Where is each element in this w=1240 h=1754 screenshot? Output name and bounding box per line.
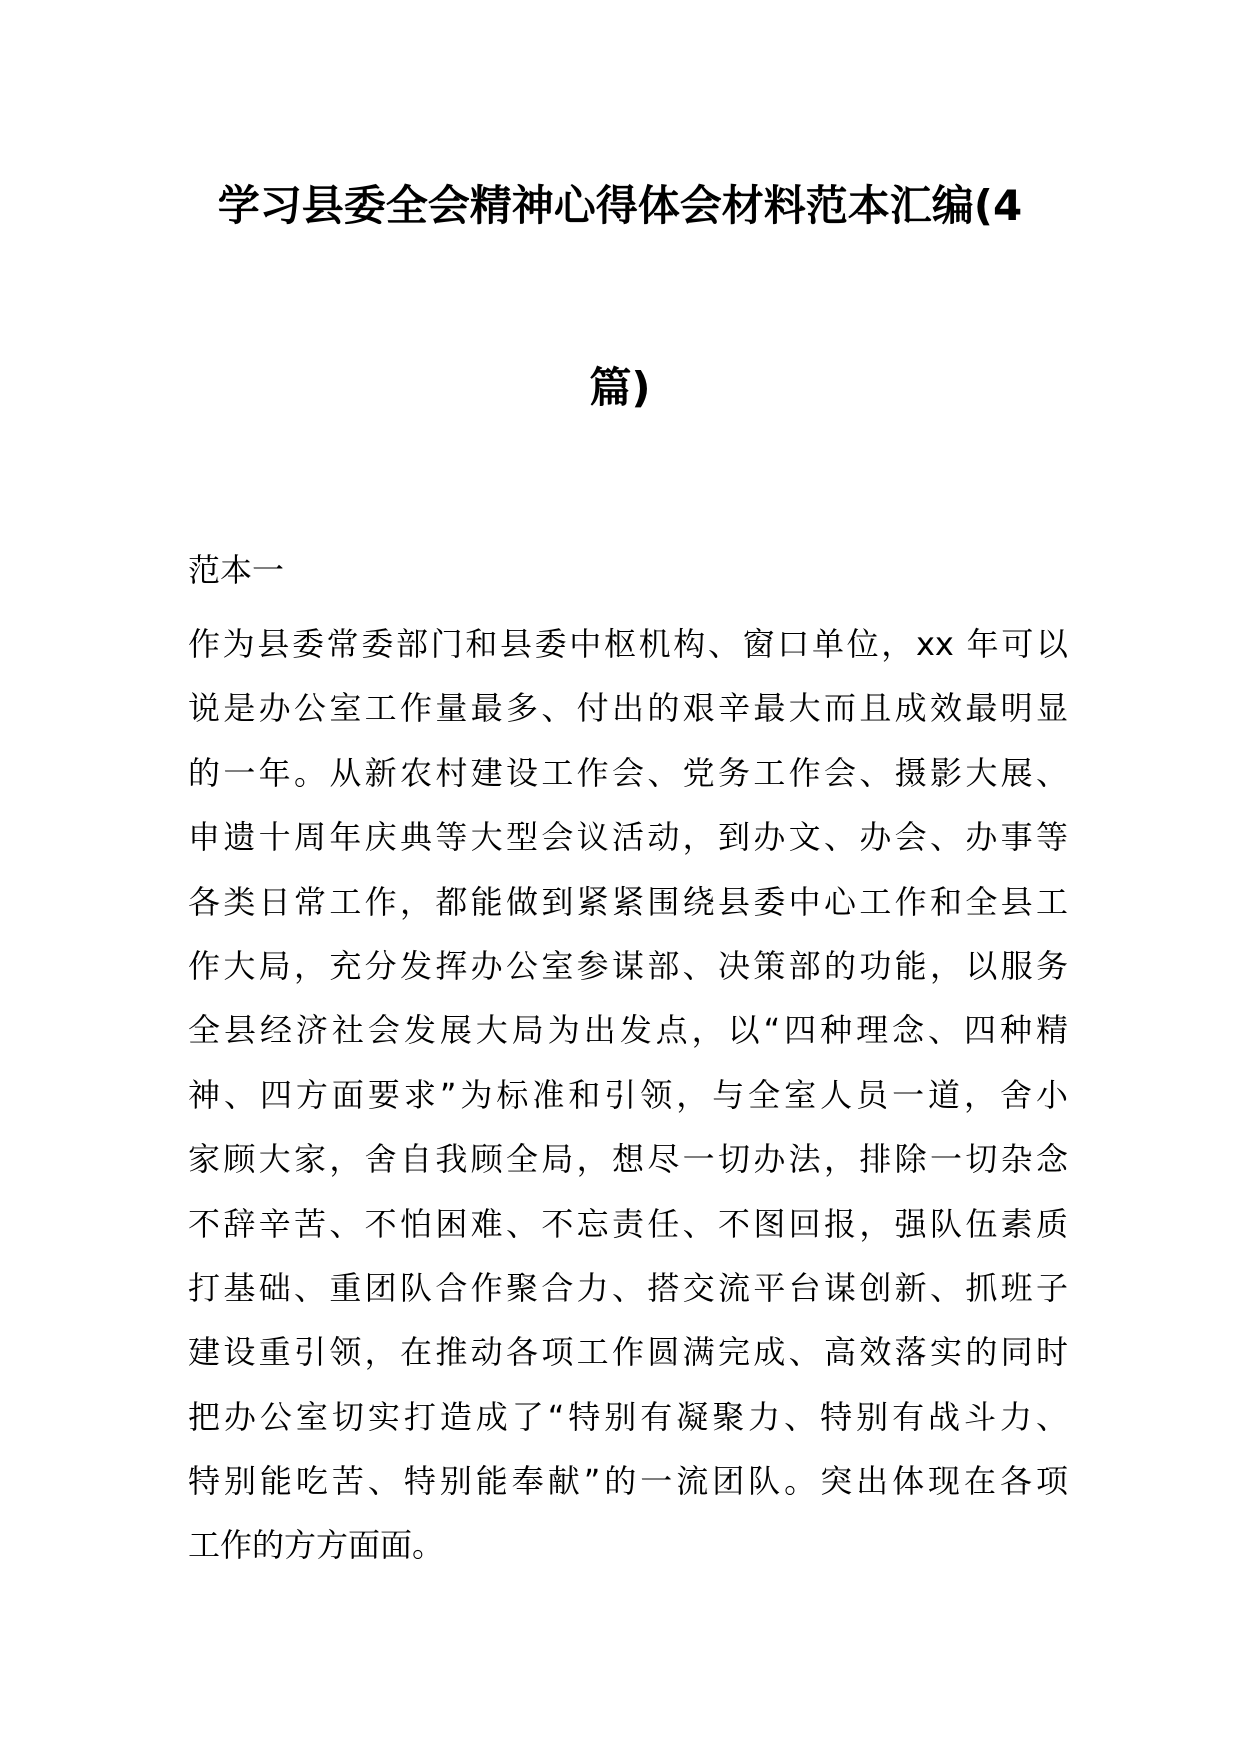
body-line: 申遗十周年庆典等大型会议活动，到办文、办会、办事等 [188, 818, 1068, 857]
body-line: 作为县委常委部门和县委中枢机构、窗口单位，xx 年可以 [188, 625, 1068, 663]
document-title-line-2: 篇) [589, 363, 651, 412]
body-line: 不辞辛苦、不怕困难、不忘责任、不图回报，强队伍素质 [188, 1204, 1068, 1243]
body-line: 打基础、重团队合作聚合力、搭交流平台谋创新、抓班子 [188, 1268, 1068, 1307]
body-line: 神、四方面要求”为标准和引领，与全室人员一道，舍小 [188, 1075, 1068, 1114]
body-line: 说是办公室工作量最多、付出的艰辛最大而且成效最明显 [188, 689, 1068, 728]
body-line: 的一年。从新农村建设工作会、党务工作会、摄影大展、 [188, 753, 1068, 792]
body-line: 工作的方方面面。 [188, 1526, 445, 1565]
body-line: 把办公室切实打造成了“特别有凝聚力、特别有战斗力、 [188, 1397, 1068, 1436]
body-line: 全县经济社会发展大局为出发点，以“四种理念、四种精 [188, 1011, 1068, 1050]
body-line: 各类日常工作，都能做到紧紧围绕县委中心工作和全县工 [188, 882, 1068, 921]
section-heading: 范本一 [188, 551, 285, 589]
body-line: 作大局，充分发挥办公室参谋部、决策部的功能，以服务 [188, 946, 1068, 985]
body-paragraph [188, 612, 1068, 1578]
body-line: 特别能吃苦、特别能奉献”的一流团队。突出体现在各项 [188, 1462, 1068, 1501]
document-title-line-1: 学习县委全会精神心得体会材料范本汇编(4 [217, 181, 1023, 230]
body-line: 建设重引领，在推动各项工作圆满完成、高效落实的同时 [188, 1333, 1068, 1372]
body-line: 家顾大家，舍自我顾全局，想尽一切办法，排除一切杂念 [188, 1140, 1068, 1179]
